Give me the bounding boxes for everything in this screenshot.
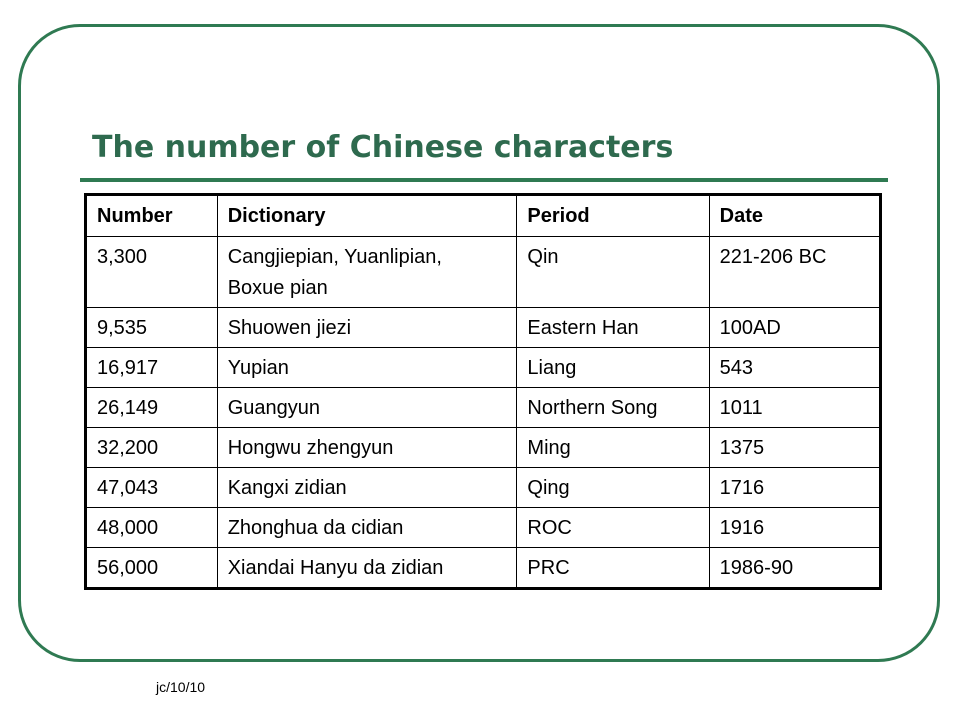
cell-number: 32,200 (86, 428, 218, 468)
cell-date: 1716 (709, 468, 880, 508)
cell-number: 9,535 (86, 308, 218, 348)
slide-footer: jc/10/10 (156, 679, 206, 695)
table-row (86, 348, 881, 388)
table-header-row (86, 195, 881, 237)
table-row (86, 388, 881, 428)
cell-number: 16,917 (86, 348, 218, 388)
cell-dictionary-line: Boxue pian (227, 277, 328, 299)
cell-date: 1916 (709, 508, 880, 548)
cell-number: 48,000 (86, 508, 218, 548)
cell-period: Ming (517, 428, 709, 468)
cell-period: Qin (517, 237, 709, 308)
cell-number: 47,043 (86, 468, 218, 508)
cell-number: 3,300 (86, 237, 218, 308)
cell-dictionary: Kangxi zidian (217, 468, 517, 508)
cell-date: 1011 (709, 388, 880, 428)
cell-date: 1986-90 (709, 548, 880, 589)
table-row (86, 237, 881, 308)
cell-dictionary: Yupian (217, 348, 517, 388)
cell-period: Northern Song (517, 388, 709, 428)
table-row (86, 308, 881, 348)
slide-title: The number of Chinese characters (92, 130, 674, 165)
cell-date: 543 (709, 348, 880, 388)
cell-number: 56,000 (86, 548, 218, 589)
cell-date: 1375 (709, 428, 880, 468)
table-row (86, 508, 881, 548)
cell-number: 26,149 (86, 388, 218, 428)
cell-period: ROC (517, 508, 709, 548)
table-row (86, 428, 881, 468)
cell-date: 100AD (709, 308, 880, 348)
cell-dictionary: Zhonghua da cidian (217, 508, 517, 548)
cell-date: 221-206 BC (709, 237, 880, 308)
cell-period: Qing (517, 468, 709, 508)
title-underline (80, 178, 888, 182)
cell-dictionary: Xiandai Hanyu da zidian (217, 548, 517, 589)
cell-dictionary (217, 237, 517, 308)
table-row (86, 548, 881, 589)
header-date: Date (709, 195, 880, 237)
cell-period: PRC (517, 548, 709, 589)
cell-period: Liang (517, 348, 709, 388)
cell-dictionary: Hongwu zhengyun (217, 428, 517, 468)
table-row (86, 468, 881, 508)
cell-dictionary: Guangyun (217, 388, 517, 428)
header-period: Period (517, 195, 709, 237)
cell-period: Eastern Han (517, 308, 709, 348)
cell-dictionary-line: Cangjiepian, Yuanlipian, (227, 246, 442, 268)
header-number: Number (86, 195, 218, 237)
cell-dictionary: Shuowen jiezi (217, 308, 517, 348)
character-count-table (84, 193, 882, 590)
header-dictionary: Dictionary (217, 195, 517, 237)
